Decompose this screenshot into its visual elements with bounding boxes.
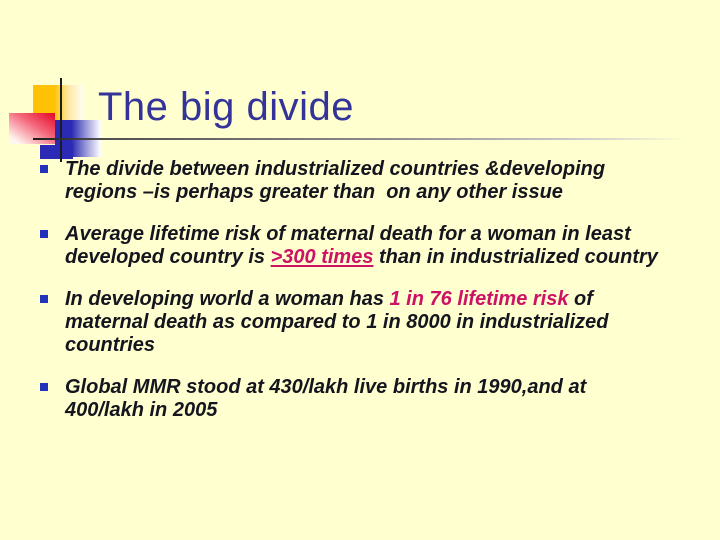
decor-navy-square xyxy=(40,145,73,159)
bullet-item-1 xyxy=(40,158,662,204)
bullet-list xyxy=(40,158,662,441)
bullet-item-4 xyxy=(40,376,662,422)
bullet-4-text: Global MMR stood at 430/lakh live births in 1990,and at 400/lakh in 2005 xyxy=(65,376,592,421)
title-underline-rule xyxy=(33,138,687,140)
bullet-1-text: The divide between industrialized countries &developing regions –is perhaps greater than on any other issue xyxy=(65,158,611,203)
bullet-2-highlight: >300 times xyxy=(270,246,374,268)
bullet-square-icon xyxy=(40,165,48,173)
bullet-2-text-after: than in industrialized country xyxy=(373,246,658,268)
bullet-3-highlight: 1 in 76 lifetime risk xyxy=(389,288,569,310)
bullet-square-icon xyxy=(40,295,48,303)
bullet-item-2 xyxy=(40,223,662,269)
bullet-square-icon xyxy=(40,230,48,238)
bullet-3-text-after: of maternal death as compared to 1 in 8000 in industrialized countries xyxy=(65,288,615,356)
slide-title: The big divide xyxy=(98,85,355,129)
bullet-square-icon xyxy=(40,383,48,391)
bullet-2-text: Average lifetime risk of maternal death for a woman in least developed country is xyxy=(65,223,637,268)
decor-vertical-line xyxy=(60,78,62,162)
bullet-3-text: In developing world a woman has xyxy=(65,288,390,310)
bullet-item-3 xyxy=(40,288,662,357)
